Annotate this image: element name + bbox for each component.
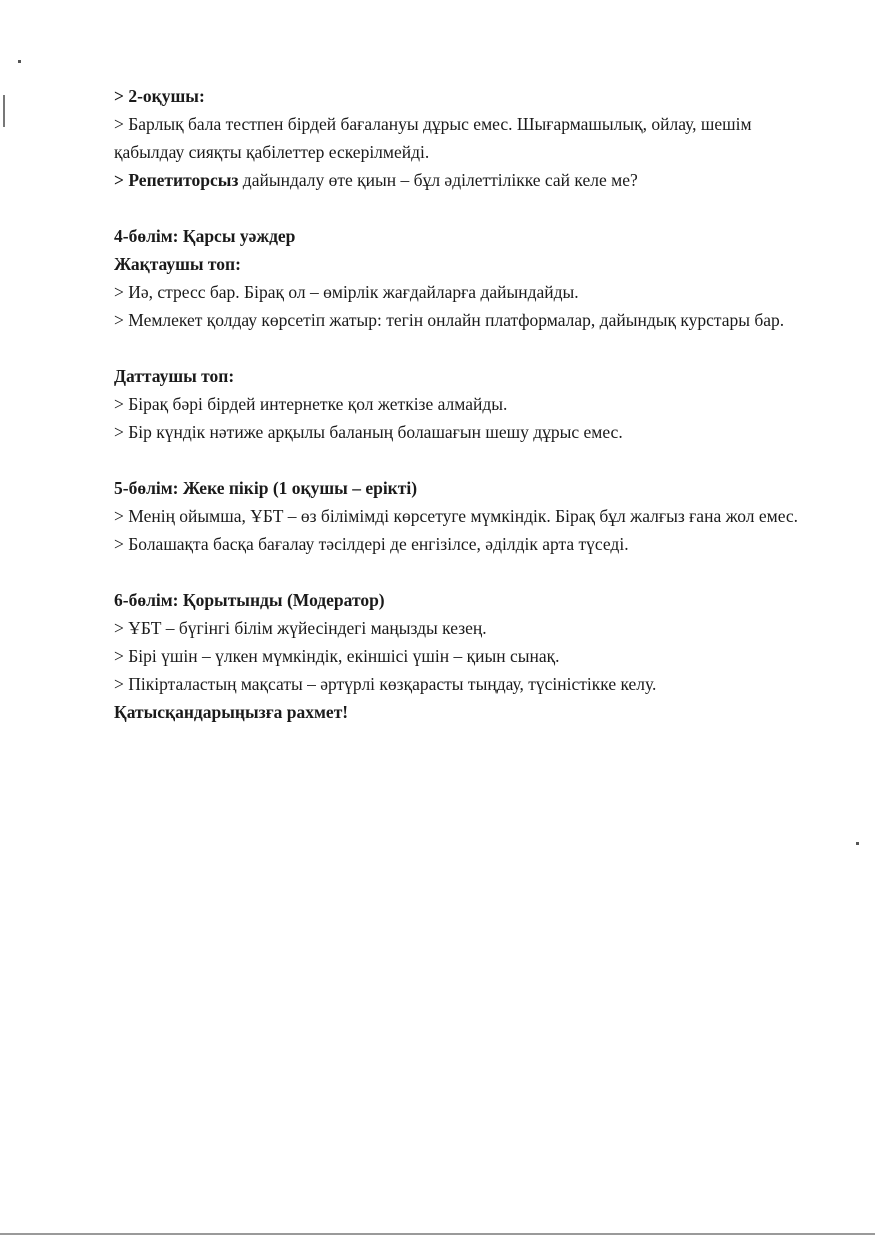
paragraph: > Мемлекет қолдау көрсетіп жатыр: тегін онлайн платформалар, дайындық курстары бар. (114, 310, 785, 330)
paragraph-text: дайындалу өте қиын – бұл әділеттілікке сай келе ме? (238, 170, 638, 190)
paragraph: > Болашақта басқа бағалау тәсілдері де енгізілсе, әділдік арта түседі. (114, 534, 629, 554)
document-body (114, 82, 804, 726)
scan-speck (856, 842, 859, 845)
paragraph: > Иә, стресс бар. Бірақ ол – өмірлік жағдайларға дайындайды. (114, 282, 579, 302)
group-heading-supporters: Жақтаушы топ: (114, 254, 241, 274)
closing-line: Қатысқандарыңызға рахмет! (114, 702, 349, 722)
paragraph (114, 166, 804, 194)
spacer (114, 194, 804, 222)
scan-edge-mark (3, 95, 5, 127)
scan-bottom-edge (0, 1233, 875, 1235)
paragraph: > Пікірталастың мақсаты – әртүрлі көзқарасты тыңдау, түсіністікке келу. (114, 674, 657, 694)
bold-term: > Репетиторсыз (114, 170, 239, 190)
section-5-heading: 5-бөлім: Жеке пікір (1 оқушы – ерікті) (114, 478, 418, 498)
paragraph: > ҰБТ – бүгінгі білім жүйесіндегі маңызды кезең. (114, 618, 487, 638)
section-6-heading: 6-бөлім: Қорытынды (Модератор) (114, 590, 385, 610)
paragraph: > Менің ойымша, ҰБТ – өз білімімді көрсетуге мүмкіндік. Бірақ бұл жалғыз ғана жол емес. (114, 506, 799, 526)
group-heading-opponents: Даттаушы топ: (114, 366, 235, 386)
spacer (114, 334, 804, 362)
paragraph: > Бір күндік нәтиже арқылы баланың болашағын шешу дұрыс емес. (114, 422, 623, 442)
scan-speck (18, 60, 21, 63)
paragraph: > Барлық бала тестпен бірдей бағалануы дұрыс емес. Шығармашылық, ойлау, шешім қабылдау сияқты қабілеттер ескерілмейді. (114, 114, 752, 162)
student2-heading: > 2-оқушы: (114, 86, 205, 106)
spacer (114, 446, 804, 474)
paragraph: > Бірі үшін – үлкен мүмкіндік, екіншісі үшін – қиын сынақ. (114, 646, 560, 666)
section-4-heading: 4-бөлім: Қарсы уәждер (114, 226, 296, 246)
spacer (114, 558, 804, 586)
paragraph: > Бірақ бәрі бірдей интернетке қол жеткізе алмайды. (114, 394, 508, 414)
